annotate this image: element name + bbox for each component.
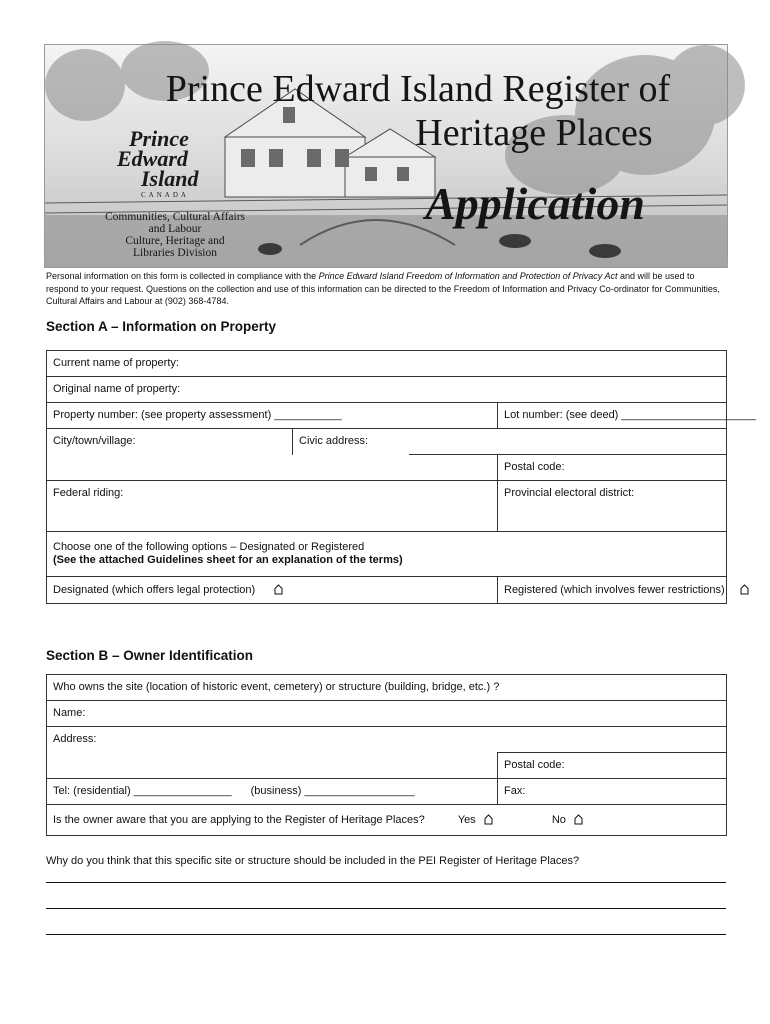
section-a-table <box>46 350 756 604</box>
banner-subtitle: Application <box>425 178 645 229</box>
answer-line-1[interactable] <box>46 882 726 883</box>
section-b-title: Section B – Owner Identification <box>46 648 254 663</box>
department-line2: and Labour <box>148 223 202 235</box>
federal-riding-field[interactable]: Federal riding: <box>47 481 498 507</box>
yes-option[interactable] <box>458 814 496 826</box>
answer-line-2[interactable] <box>46 908 726 909</box>
civic-address-field[interactable]: Civic address: <box>293 429 727 455</box>
privacy-suffix: and will be used to respond to your request. Questions on the collection and use of this information can be directed to the Freedom of Information and Privacy Co-ordinator for Communities, Cultural Affairs and Labour at (902) 368-4784. <box>46 271 720 306</box>
header-banner <box>44 44 728 268</box>
tel-residential-label: Tel: (residential) ________________ <box>53 785 232 797</box>
registered-option[interactable] <box>498 577 727 604</box>
owner-name-field[interactable]: Name: <box>47 701 727 727</box>
privacy-notice <box>46 270 726 308</box>
owner-aware-row <box>47 805 727 836</box>
postal-code-field-b[interactable]: Postal code: <box>498 753 727 779</box>
yes-label: Yes <box>457 813 476 826</box>
address-blank[interactable] <box>47 455 409 481</box>
tel-business-label: (business) __________________ <box>250 785 415 797</box>
designated-option[interactable] <box>47 577 498 604</box>
designation-instructions <box>47 532 727 577</box>
no-label: No <box>551 813 566 826</box>
postal-code-field-a[interactable]: Postal code: <box>498 455 727 481</box>
original-name-field[interactable]: Original name of property: <box>47 377 727 403</box>
logo-line3: Island <box>141 166 199 191</box>
yes-checkbox-icon[interactable] <box>484 814 493 825</box>
choose-line1: Choose one of the following options – Designated or Registered <box>53 541 365 553</box>
telephone-field[interactable] <box>47 779 498 805</box>
owner-address-blank[interactable] <box>47 753 498 779</box>
owner-aware-question: Is the owner aware that you are applying to the Register of Heritage Places? <box>53 813 425 826</box>
provincial-district-blank[interactable] <box>498 506 727 532</box>
city-field[interactable]: City/town/village: <box>47 429 293 455</box>
logo-line2: Edward <box>117 146 188 171</box>
logo-country: CANADA <box>141 191 189 199</box>
banner-title-line1: Prince Edward Island Register of <box>165 68 671 110</box>
privacy-prefix: Personal information on this form is collected in compliance with the <box>46 271 319 281</box>
no-checkbox-icon[interactable] <box>574 814 583 825</box>
banner-title-line2: Heritage Places <box>415 112 653 154</box>
why-question: Why do you think that this specific site or structure should be included in the PEI Register of Heritage Places? <box>46 855 580 867</box>
federal-riding-blank[interactable] <box>47 506 498 532</box>
registered-label: Registered (which involves fewer restrictions) <box>504 583 725 596</box>
department-line1: Communities, Cultural Affairs <box>104 211 246 223</box>
pei-logo <box>111 126 211 199</box>
no-option[interactable] <box>552 814 583 826</box>
property-number-field[interactable]: Property number: (see property assessment) ___________ <box>47 403 498 429</box>
logo-line1: Prince <box>129 126 189 151</box>
section-a-title: Section A – Information on Property <box>46 319 277 334</box>
privacy-act-name: Prince Edward Island Freedom of Information and Protection of Privacy Act <box>318 271 618 281</box>
who-owns-field[interactable]: Who owns the site (location of historic event, cemetery) or structure (building, bridge, etc.) ? <box>47 675 727 701</box>
designated-checkbox-icon[interactable] <box>274 584 283 595</box>
provincial-district-field[interactable]: Provincial electoral district: <box>498 481 727 507</box>
owner-address-field[interactable]: Address: <box>47 727 727 753</box>
fax-field[interactable]: Fax: <box>498 779 727 805</box>
answer-line-3[interactable] <box>46 934 726 935</box>
choose-line2: (See the attached Guidelines sheet for an explanation of the terms) <box>53 554 403 566</box>
designated-label: Designated (which offers legal protection) <box>53 583 256 596</box>
department-line3: Culture, Heritage and <box>125 235 225 247</box>
section-b-table <box>46 674 727 836</box>
current-name-field[interactable]: Current name of property: <box>47 351 727 377</box>
department-name <box>75 211 275 259</box>
lot-number-field[interactable]: Lot number: (see deed) ______________________ <box>498 403 727 429</box>
department-line4: Libraries Division <box>133 247 217 259</box>
registered-checkbox-icon[interactable] <box>740 584 749 595</box>
